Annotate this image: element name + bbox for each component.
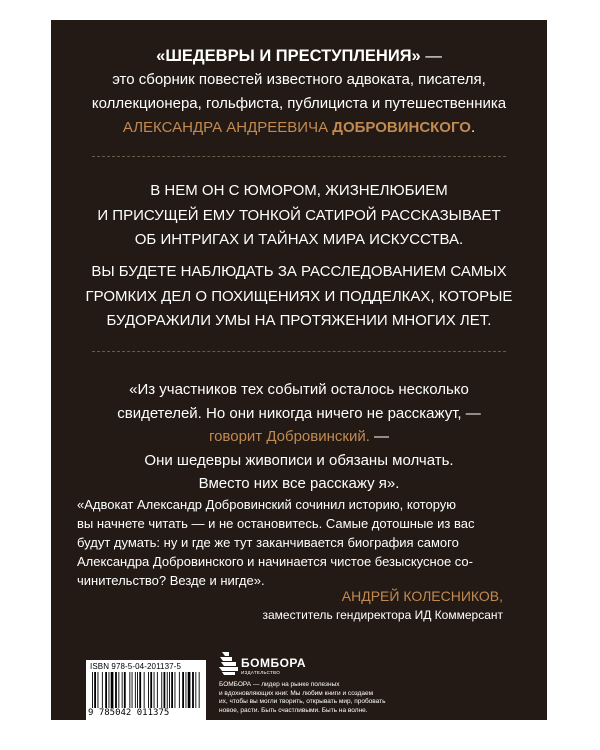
quote-line: Они шедевры живописи и обязаны молчать. — [144, 451, 454, 469]
quote-line: свидетелей. Но они никогда ничего не расскажут, — — [117, 404, 481, 422]
quote-attribution: говорит Добровинский. — [208, 428, 370, 445]
intro-paragraph — [51, 68, 547, 140]
divider-middle — [92, 351, 506, 352]
review-author — [263, 587, 504, 625]
book-title: «ШЕДЕВРЫ И ПРЕСТУПЛЕНИЯ» — [156, 47, 421, 65]
quote-dash: — — [369, 428, 390, 445]
publisher-blurb — [219, 681, 386, 715]
p2-line: ГРОМКИХ ДЕЛ О ПОХИЩЕНИЯХ И ПОДДЕЛКАХ, КОТОРЫЕ — [85, 287, 513, 305]
blurb-line: их, чтобы вы могли творить, открывать мир, пробовать — [219, 698, 386, 706]
author-surname: ДОБРОВИНСКОГО — [332, 119, 471, 136]
p2-line: БУДОРАЖИЛИ УМЫ НА ПРОТЯЖЕНИИ МНОГИХ ЛЕТ. — [106, 312, 492, 329]
intro-author-line — [51, 116, 547, 140]
review-author-name: АНДРЕЙ КОЛЕСНИКОВ, — [341, 588, 503, 604]
review-line: будут думать: ну и где же тут заканчивается биография самого — [77, 535, 459, 550]
isbn-number: ISBN 978-5-04-201137-5 — [90, 662, 181, 671]
p1-line: И ПРИСУЩЕЙ ЕМУ ТОНКОЙ САТИРОЙ РАССКАЗЫВАЕТ — [97, 206, 501, 224]
review-quote — [77, 495, 527, 590]
description-paragraph-1 — [51, 179, 547, 253]
blurb-line: БОМБОРА — лидер на рынке полезных — [219, 681, 340, 688]
blurb-line: и вдохновляющих книг. Мы любим книги и создаем — [219, 689, 374, 697]
author-quote — [51, 378, 547, 496]
bombora-wave-icon — [219, 650, 239, 676]
book-back-cover — [51, 20, 547, 720]
author-period: . — [470, 119, 476, 136]
book-title-block — [51, 45, 547, 67]
review-line: «Адвокат Александр Добровинский сочинил историю, которую — [77, 497, 457, 512]
barcode-digits: 9 785042 011375 — [88, 708, 170, 718]
p1-line: ОБ ИНТРИГАХ И ТАЙНАХ МИРА ИСКУССТВА. — [134, 231, 464, 248]
intro-line-2: коллекционера, гольфиста, публициста и путешественника — [91, 95, 507, 112]
quote-line: «Из участников тех событий осталось несколько — [129, 381, 469, 398]
p1-line: В НЕМ ОН С ЮМОРОМ, ЖИЗНЕЛЮБИЕМ — [150, 182, 448, 199]
review-line: чинительство? Везде и нигде». — [77, 573, 265, 588]
quote-attribution-line — [51, 425, 547, 449]
blurb-line: новое, расти. Быть счастливыми. Быть на волне. — [219, 706, 368, 714]
title-dash: — — [420, 47, 442, 65]
barcode-bars-icon — [92, 672, 200, 708]
description-paragraph-2 — [51, 260, 547, 334]
barcode — [86, 660, 206, 720]
quote-line: Вместо них все расскажу я». — [198, 475, 400, 492]
publisher-subtitle: ИЗДАТЕЛЬСТВО — [241, 670, 281, 675]
p2-line: ВЫ БУДЕТЕ НАБЛЮДАТЬ ЗА РАССЛЕДОВАНИЕМ САМЫХ — [91, 263, 507, 280]
publisher-name: БОМБОРА — [241, 656, 307, 670]
author-name-regular: АЛЕКСАНДРА АНДРЕЕВИЧА — [122, 119, 333, 136]
divider-top — [92, 156, 506, 157]
review-author-role: заместитель гендиректора ИД Коммерсант — [262, 608, 503, 622]
intro-line-1: это сборник повестей известного адвоката, писателя, — [112, 71, 486, 88]
review-line: Александра Добровинского и начинается чистое безыскусное со- — [77, 554, 473, 569]
review-line: вы начнете читать — и не остановитесь. Самые дотошные из вас — [77, 516, 475, 531]
